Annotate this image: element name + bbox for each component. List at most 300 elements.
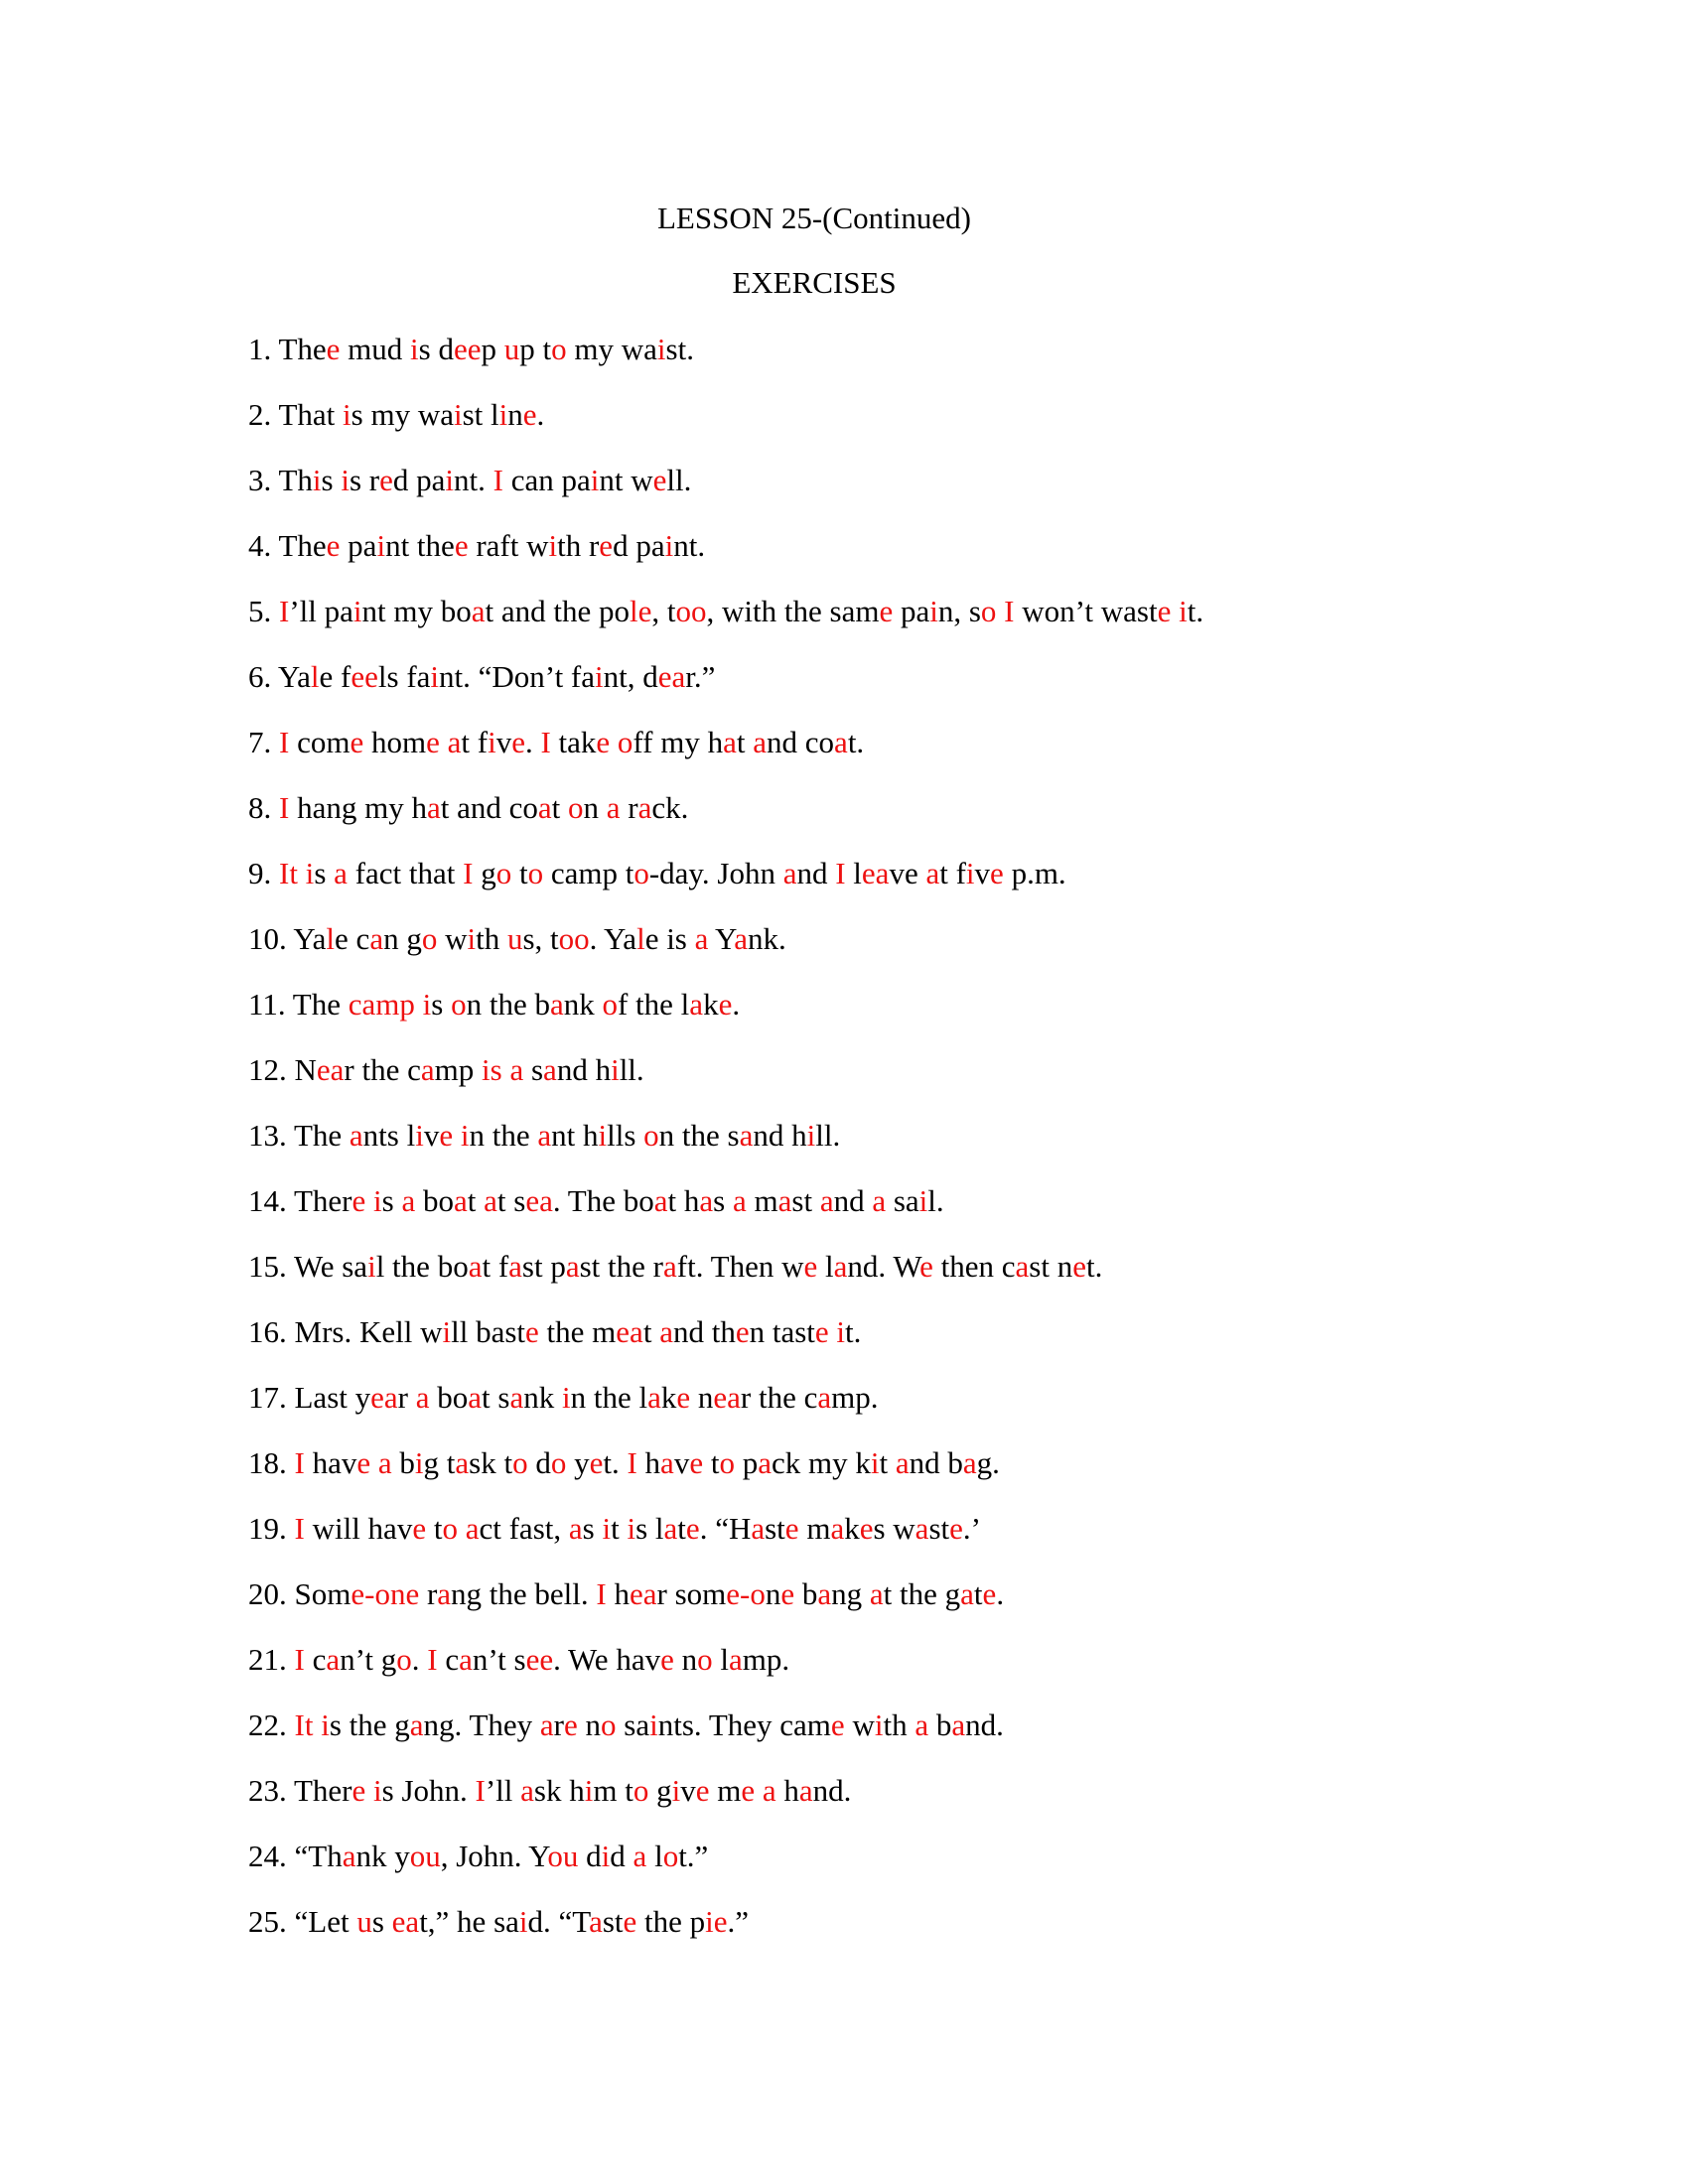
exercise-text: d [610,1839,633,1873]
exercise-text: ’ll [485,1773,521,1808]
highlighted-letters: a [660,1445,674,1480]
highlighted-letters: a [349,1118,363,1153]
exercise-text: th [883,1707,915,1742]
exercise-text: tak [550,725,597,759]
exercise-text: k [660,1380,677,1415]
highlighted-letters: I [463,856,474,890]
exercise-text: st n [1029,1249,1073,1284]
exercise-text: nd. [965,1707,1004,1742]
exercise-text: f the l [617,987,690,1022]
exercise-line [248,395,1638,461]
highlighted-letters: a [369,921,384,956]
exercise-text: t s [482,1380,510,1415]
exercise-text: nd co [767,725,835,759]
highlighted-letters: o [980,594,997,628]
highlighted-letters: i [460,1118,470,1153]
exercise-text: mud [340,332,411,366]
exercise-text: n [577,1707,602,1742]
exercise-line [248,1837,1638,1902]
highlighted-letters: ea [616,1314,643,1349]
highlighted-letters: a [539,1707,554,1742]
highlighted-letters: a [782,856,797,890]
exercise-text: t [879,1445,896,1480]
exercise-text: ff my h [633,725,724,759]
highlighted-letters: ea [713,1380,741,1415]
highlighted-letters: ee [351,659,378,694]
highlighted-letters: It i [279,856,315,890]
highlighted-letters: le [630,594,652,628]
highlighted-letters: e [589,1445,604,1480]
exercise-text: Ther [293,1773,352,1808]
exercise-text: nt. “Don’t fa [439,659,596,694]
highlighted-letters: a [401,1183,416,1218]
exercise-text: v [673,1445,690,1480]
exercise-text: lls [607,1118,644,1153]
exercise-text: r the [740,1380,796,1415]
highlighted-letters: a [1015,1249,1030,1284]
exercise-text: The [292,987,341,1022]
exercise-line [248,1312,1638,1378]
exercise-text: st [765,1511,785,1546]
exercise-line [248,919,1638,985]
exercise-text: t and the po [485,594,631,628]
exercise-number: 17. [248,1380,295,1415]
highlighted-letters: I [627,1445,637,1480]
exercise-text: t [467,1183,485,1218]
exercise-line [248,1247,1638,1312]
exercise-text: s [314,856,335,890]
exercise-text: the [538,1314,585,1349]
highlighted-letters: i [488,725,496,759]
highlighted-letters: e [1072,1249,1086,1284]
exercise-text: n [673,1642,698,1677]
exercise-text: t [677,1511,686,1546]
highlighted-letters: i [656,332,666,366]
exercise-text [342,1118,350,1153]
exercise-text: e c [335,921,370,956]
highlighted-letters: e [982,1576,997,1611]
highlighted-letters: ea [525,1183,553,1218]
exercise-text: pa [893,594,930,628]
highlighted-letters: ee [454,332,482,366]
exercise-text: ng the bell. [451,1576,597,1611]
exercise-text: t [736,725,754,759]
exercise-text: . “H [699,1511,752,1546]
exercise-text: t [973,1576,983,1611]
exercise-number: 6. [248,659,278,694]
exercise-text: “Let [294,1904,357,1939]
highlighted-letters: i [367,1249,376,1284]
exercise-number: 1. [248,332,279,366]
highlighted-letters: a [453,1183,468,1218]
highlighted-letters: i [561,1380,571,1415]
exercise-text: l [712,1642,729,1677]
exercise-text: . [996,1576,1005,1611]
highlighted-letters: i [664,528,674,563]
exercise-text: the [636,1904,682,1939]
highlighted-letters: e [511,725,525,759]
highlighted-letters: e [326,528,341,563]
exercise-number: 21. [248,1642,295,1677]
exercise-text: nd h [753,1118,807,1153]
highlighted-letters: e a [356,1445,392,1480]
exercise-line [248,1181,1638,1247]
exercise-line [248,1640,1638,1706]
highlighted-letters: ea [391,1904,420,1939]
exercise-text: n [690,1380,714,1415]
highlighted-letters: i [918,1183,928,1218]
highlighted-letters: ea [657,659,686,694]
highlighted-letters: a [777,1183,792,1218]
highlighted-letters: a [647,1380,661,1415]
exercise-text: We sa [293,1249,368,1284]
highlighted-letters: a [914,1707,929,1742]
exercise-text: ck my k [771,1445,871,1480]
highlighted-letters: i [518,1904,528,1939]
highlighted-letters: e [522,397,537,432]
highlighted-letters: ea [629,1576,657,1611]
exercise-text: -day. John [648,856,783,890]
exercise-text: d [578,1839,602,1873]
highlighted-letters: a [872,1183,887,1218]
exercise-text: “Th [294,1839,343,1873]
exercise-text: b [794,1576,818,1611]
highlighted-letters: e-one [351,1576,420,1611]
highlighted-letters: e-o [726,1576,766,1611]
highlighted-letters: a [549,987,564,1022]
exercise-text: p t [519,332,552,366]
exercise-text: bo [429,1380,469,1415]
highlighted-letters: i [422,987,432,1022]
exercise-text: t [426,1511,443,1546]
exercise-text: .’ [962,1511,981,1546]
exercise-text: t [611,1511,628,1546]
exercise-text: nd. W [847,1249,920,1284]
highlighted-letters: a [468,1249,483,1284]
exercise-text: n’t s [472,1642,526,1677]
highlighted-letters: a [758,1445,772,1480]
highlighted-letters: e [439,1118,454,1153]
exercise-text: .” [727,1904,750,1939]
exercise-text: l. [927,1183,944,1218]
exercise-text: n [507,397,523,432]
exercise-text: v [423,1118,440,1153]
exercise-text: t [551,790,568,825]
exercise-text [458,1511,466,1546]
exercise-text: th [476,921,507,956]
exercise-text: ll. [815,1118,841,1153]
highlighted-letters: e [454,528,469,563]
exercise-line [248,526,1638,592]
exercise-text: v [974,856,991,890]
page-title: LESSON 25-(Continued) [656,201,971,235]
exercise-text: nt w [599,463,653,497]
highlighted-letters: a [543,1052,557,1087]
highlighted-letters: e [652,463,667,497]
exercise-text: Mrs. Kell w [294,1314,443,1349]
exercise-text: m [584,1314,617,1349]
highlighted-letters: o [662,1839,679,1873]
exercise-text: d pa [613,528,665,563]
exercise-line [248,330,1638,395]
exercise-text: h [606,1576,630,1611]
exercise-text: n, s [937,594,981,628]
highlighted-letters: a [447,725,462,759]
exercise-text [365,1183,373,1218]
highlighted-letters: a [565,1249,580,1284]
exercise-text: hom [363,725,427,759]
highlighted-letters: a [537,790,552,825]
exercise-text: bo [429,1249,469,1284]
exercise-text [440,725,448,759]
exercise-line [248,1050,1638,1116]
exercise-text: ng [831,1576,870,1611]
highlighted-letters: a [409,1707,424,1742]
exercise-text: Som [294,1576,352,1611]
highlighted-letters: a [817,1380,832,1415]
exercise-text: t the [883,1576,937,1611]
exercise-text: hav [304,1445,357,1480]
highlighted-letters: a [334,856,348,890]
highlighted-letters: o [602,987,618,1022]
exercise-text: p.m. [1003,856,1066,890]
exercise-text: ls fa [377,659,431,694]
exercise-text: g [473,856,496,890]
exercise-text: s [321,463,342,497]
highlighted-letters: I [540,725,551,759]
exercise-text: nt my bo [361,594,472,628]
exercise-text: t. [1085,1249,1103,1284]
highlighted-letters: i [341,463,350,497]
exercise-number: 14. [248,1183,294,1218]
exercise-text: N [294,1052,317,1087]
exercise-text: won’t wast [1014,594,1158,628]
exercise-text: m t [593,1773,633,1808]
exercise-line [248,592,1638,657]
highlighted-letters: oo [558,921,590,956]
exercise-line [248,1443,1638,1509]
exercise-text: b [391,1445,415,1480]
exercise-number: 8. [248,790,279,825]
highlighted-letters: i [410,332,419,366]
highlighted-letters: e [919,1249,933,1284]
exercise-number: 25. [248,1904,295,1939]
highlighted-letters: o [568,790,584,825]
exercise-text: nk [523,1380,562,1415]
exercise-text: t [642,1314,660,1349]
highlighted-letters: e [718,987,733,1022]
exercise-text: p [481,332,504,366]
exercise-text: s the g [329,1707,410,1742]
highlighted-letters: e [689,1445,704,1480]
exercise-text: nts l [362,1118,416,1153]
highlighted-letters: I [279,725,290,759]
exercise-text: mp. [831,1380,879,1415]
highlighted-letters: e [412,1511,427,1546]
highlighted-letters: I [294,1511,305,1546]
exercise-number: 16. [248,1314,295,1349]
highlighted-letters: i [373,1183,382,1218]
highlighted-letters: e i [814,1314,846,1349]
exercise-text: l [817,1249,834,1284]
exercise-text [996,594,1004,628]
exercise-text [415,987,423,1022]
highlighted-letters: i [343,397,352,432]
exercise-text: t f [939,856,966,890]
exercise-text: ve [889,856,926,890]
exercise-line [248,1378,1638,1443]
exercise-text [365,1773,373,1808]
highlighted-letters: i [442,1314,452,1349]
exercise-text: v [495,725,512,759]
highlighted-letters: e [350,725,364,759]
exercise-text: s [713,1183,733,1218]
highlighted-letters: i [415,1118,424,1153]
highlighted-letters: o [495,856,512,890]
exercise-text: e is [644,921,695,956]
exercise-text: t h [667,1183,700,1218]
highlighted-letters: e [623,1904,637,1939]
exercise-text: r.” [685,659,716,694]
highlighted-letters: a [455,1445,470,1480]
exercise-text: p [681,1904,706,1939]
highlighted-letters: i [929,594,938,628]
exercise-text: w [844,1707,875,1742]
highlighted-letters: a [520,1773,534,1808]
highlighted-letters: i [584,1773,594,1808]
highlighted-letters: camp [341,987,415,1022]
exercise-text: h [636,1445,661,1480]
highlighted-letters: a [468,1380,483,1415]
exercise-text: r [419,1576,438,1611]
exercise-list [248,330,1638,1968]
exercise-text: nt the [385,528,455,563]
exercise-line [248,788,1638,854]
highlighted-letters: ea [861,856,890,890]
highlighted-letters: a [962,1445,977,1480]
highlighted-letters: a [895,1445,910,1480]
exercise-text: s r [349,463,380,497]
exercise-text: n the [658,1118,720,1153]
exercise-number: 22. [248,1707,295,1742]
exercise-text: . [536,397,545,432]
exercise-number: 3. [248,463,279,497]
highlighted-letters: a [699,1183,714,1218]
exercise-text: d pa [392,463,446,497]
exercise-number: 10. [248,921,294,956]
exercise-text: t. [1187,594,1204,628]
highlighted-letters: o [643,1118,659,1153]
exercise-text: . [732,987,741,1022]
exercise-text: raft w [468,528,549,563]
exercise-text: st [791,1183,820,1218]
highlighted-letters: a [659,1314,673,1349]
highlighted-letters: l [636,921,645,956]
highlighted-letters: a [798,1773,813,1808]
exercise-text: sk t [469,1445,513,1480]
exercise-text: can pa [502,463,591,497]
highlighted-letters: e o [596,725,633,759]
exercise-line [248,1771,1638,1837]
exercise-number: 2. [248,397,279,432]
highlighted-letters: i [321,1707,330,1742]
exercise-text: hang my h [289,790,427,825]
highlighted-letters: I [294,1445,305,1480]
exercise-text: nts. They cam [657,1707,831,1742]
highlighted-letters: e [879,594,894,628]
highlighted-letters: o [633,1773,649,1808]
highlighted-letters: o [551,332,567,366]
highlighted-letters: a [606,790,621,825]
highlighted-letters: a [833,1249,848,1284]
exercise-text: st p [521,1249,566,1284]
exercise-text: t and co [440,790,538,825]
exercise-text: st [928,1511,950,1546]
highlighted-letters: a [326,1642,341,1677]
highlighted-letters: i [965,856,975,890]
highlighted-letters: a [732,1183,747,1218]
exercise-text: n [765,1576,781,1611]
highlighted-letters: a [723,725,737,759]
exercise-text: r [397,1380,416,1415]
highlighted-letters: a [914,1511,929,1546]
highlighted-letters: e [564,1707,578,1742]
exercise-text: Last y [294,1380,371,1415]
highlighted-letters: ou [409,1839,441,1873]
exercise-text: Ya [277,659,311,694]
highlighted-letters: i [548,528,558,563]
highlighted-letters: o [550,1445,567,1480]
exercise-text: ll. [666,463,692,497]
exercise-text: n the [570,1380,632,1415]
highlighted-letters: ea [316,1052,345,1087]
exercise-text: sa [886,1183,919,1218]
highlighted-letters: e [784,1511,799,1546]
exercise-text: b [928,1707,952,1742]
highlighted-letters: o [442,1511,458,1546]
highlighted-letters: ee [525,1642,554,1677]
highlighted-letters: o [421,921,438,956]
highlighted-letters: a [465,1511,480,1546]
exercise-text: s [523,1052,544,1087]
exercise-text: n [583,790,607,825]
highlighted-letters: u [356,1904,372,1939]
highlighted-letters: i [601,1839,611,1873]
exercise-number: 9. [248,856,279,890]
exercise-text: nk y [355,1839,410,1873]
highlighted-letters: e [379,463,393,497]
highlighted-letters: a [925,856,940,890]
exercise-text: h [775,1773,799,1808]
highlighted-letters: i [414,1445,424,1480]
highlighted-letters: e a [741,1773,776,1808]
exercise-text: The [278,528,327,563]
exercise-text: w [437,921,468,956]
exercise-line [248,461,1638,526]
exercise-text: n the [469,1118,530,1153]
exercise-text: . [411,1642,428,1677]
exercise-text: s w [873,1511,915,1546]
exercise-text: nd h [556,1052,612,1087]
exercise-number: 20. [248,1576,295,1611]
exercise-line [248,657,1638,723]
highlighted-letters: a [663,1511,678,1546]
exercise-text: st. [665,332,694,366]
exercise-text: l the [375,1249,430,1284]
highlighted-letters: a [568,1511,583,1546]
exercise-text: nd b [909,1445,963,1480]
highlighted-letters: I [475,1773,486,1808]
